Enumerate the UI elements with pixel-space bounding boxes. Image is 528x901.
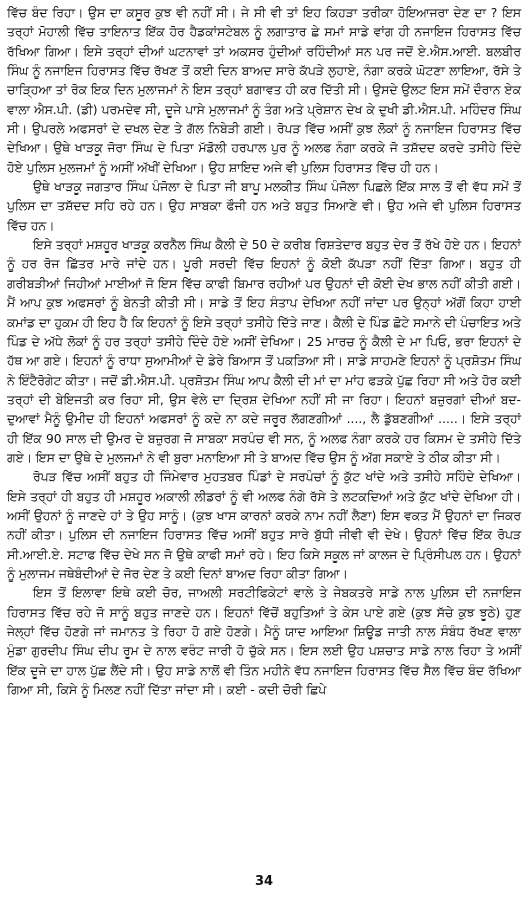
paragraph: ਉਥੇ ਖਾੜਕੂ ਜਗਤਾਰ ਸਿੰਘ ਪੰਜੋਲਾ ਦੇ ਪਿਤਾ ਜੀ ਬਾਪੂ ਮਲਕੀਤ ਸਿੰਘ ਪੰਜੋਲਾ ਪਿਛਲੇ ਇੱਕ ਸਾਲ ਤੋਂ ਵੀ ਵੱਧ ਸਮੇਂ ਤੋਂ ਪੁਲਿਸ ਦਾ ਤਸ਼ੱਦਦ ਸਹਿ ਰਹੇ ਹਨ। ਉਹ ਸਾਬਕਾ ਫੌਜੀ ਹਨ ਅਤੇ ਬਹੁਤ ਸਿਆਣੇ ਵੀ। ਉਹ ਅਜੇ ਵੀ ਪੁਲਿਸ ਹਿਰਾਸਤ ਵਿੱਚ ਹਨ। (7, 180, 521, 233)
page-body-text (7, 4, 521, 700)
paragraph: ਵਿੱਚ ਬੰਦ ਰਿਹਾ। ਉਸ ਦਾ ਕਸੂਰ ਕੁਝ ਵੀ ਨਹੀਂ ਸੀ। ਜੇ ਸੀ ਵੀ ਤਾਂ ਇਹ ਕਿਹੜਾ ਤਰੀਕਾ ਹੋਇਆਜਰਾ ਦੇਣ ਦਾ ? ਇਸ ਤਰ੍ਹਾਂ ਮੋਹਾਲੀ ਵਿੱਚ ਤਾਇਨਾਤ ਇੱਕ ਹੋਰ ਹੈਡਕਾਂਸਟੇਬਲ ਨੂੰ ਲਗਾਤਾਰ ਛੇ ਸਮਾਂ ਸਾਡੇ ਵਾਂਗ ਹੀ ਨਜਾਇਜ ਹਿਰਾਸਤ ਵਿੱਚ ਰੱਖਿਆ ਗਿਆ। ਇਸੇ ਤਰ੍ਹਾਂ ਦੀਆਂ ਘਟਨਾਵਾਂ ਤਾਂ ਅਕਸਰ ਹੁੰਦੀਆਂ ਰਹਿੰਦੀਆਂ ਸਨ ਪਰ ਜਦੋਂ ਏ.ਐਸ.ਆਈ. ਬਲਬੀਰ ਸਿੰਘ ਨੂੰ ਨਜਾਇਜ ਹਿਰਾਸਤ ਵਿੱਚ ਰੱਖਣ ਤੋਂ ਕਈ ਦਿਨ ਬਾਅਦ ਸਾਰੇ ਕੱਪੜੇ ਲੁਹਾਏ, ਨੰਗਾ ਕਰਕੇ ਘੋਟਣਾ ਲਾਇਆ, ਰੱਸੇ ਤੇ ਚਾੜ੍ਹਿਆ ਤਾਂ ਰੋਕ ਇਕ ਦਿਨ ਮੁਲਾਜਮਾਂ ਨੇ ਇਸ ਤਰ੍ਹਾਂ ਬਗਾਵਤ ਹੀ ਕਰ ਦਿੱਤੀ ਸੀ। ਉਸਦੇ ਉਲਟ ਇਸ ਸਮੇਂ ਦੌਰਾਨ ਏਕ ਵਾਲਾ ਐਸ.ਪੀ. (ਡੀ) ਪਰਮਦੇਵ ਸੀ, ਦੂਜੇ ਪਾਸੇ ਮੁਲਾਜਮਾਂ ਨੂੰ ਤੰਗ ਅਤੇ ਪ੍ਰੇਸ਼ਾਨ ਦੇਖ ਕੇ ਦੁਖੀ ਡੀ.ਐਸ.ਪੀ. ਮਹਿੰਦਰ ਸਿੰਘ ਸੀ। ਉਪਰਲੇ ਅਫਸਰਾਂ ਦੇ ਦਖਲ ਦੇਣ ਤੇ ਗੱਲ ਨਿਬੇੜੀ ਗਈ। ਰੋਪੜ ਵਿੱਚ ਅਸੀਂ ਕੁਝ ਲੋਕਾਂ ਨੂੰ ਨਜਾਇਜ ਹਿਰਾਸਤ ਵਿੱਚ ਦੇਖਿਆ। ਉਥੇ ਖਾੜਕੂ ਜੋਰਾ ਸਿੰਘ ਦੇ ਪਿਤਾ ਮੱਡੋਲੀ ਹਰਪਾਲ ਪੁਰ ਨੂੰ ਅਲਫ ਨੰਗਾ ਕਰਕੇ ਜੋ ਤਸ਼ੱਦਦ ਕਰਦੇ ਤਸੀਹੇ ਦਿੰਦੇ ਹੋਏ ਪੁਲਿਸ ਮੁਲਜਮਾਂ ਨੂੰ ਅਸੀਂ ਅੱਖੀਂ ਦੇਖਿਆ। ਉਹ ਸ਼ਾਇਦ ਅਜੇ ਵੀ ਪੁਲਿਸ ਹਿਰਾਸਤ ਵਿੱਚ ਹੀ ਹਨ। (7, 6, 521, 175)
page-number: 34 (254, 874, 274, 889)
paragraph: ਇਸੇ ਤਰ੍ਹਾਂ ਮਸ਼ਹੂਰ ਖਾੜਕੂ ਕਰਨੈਲ ਸਿੰਘ ਕੈਲੀ ਦੇ 50 ਦੇ ਕਰੀਬ ਰਿਸ਼ਤੇਦਾਰ ਬਹੁਤ ਦੇਰ ਤੋਂ ਰੱਖੇ ਹੋਏ ਹਨ। ਇਹਨਾਂ ਨੂੰ ਹਰ ਰੋਜ ਛਿੱਤਰ ਮਾਰੇ ਜਾਂਦੇ ਹਨ। ਪੂਰੀ ਸਰਦੀ ਵਿੱਚ ਇਹਨਾਂ ਨੂੰ ਕੋਈ ਕੱਪੜਾ ਨਹੀਂ ਦਿੱਤਾ ਗਿਆ। ਬਹੁਤ ਹੀ ਗਰੀਬੜੀਆਂ ਜਿਹੀਆਂ ਮਾਈਆਂ ਜੋ ਇਸ ਵਿੱਚ ਕਾਫੀ ਬਿਮਾਰ ਰਹੀਆਂ ਪਰ ਉਹਨਾਂ ਦੀ ਕੋਈ ਦੇਖ ਭਾਲ ਨਹੀਂ ਕੀਤੀ ਗਈ। ਮੈਂ ਆਪ ਕੁਝ ਅਫਸਰਾਂ ਨੂੰ ਬੇਨਤੀ ਕੀਤੀ ਸੀ। ਸਾਡੇ ਤੋਂ ਇਹ ਸੰਤਾਪ ਦੇਖਿਆ ਨਹੀਂ ਜਾਂਦਾ ਪਰ ਉਨ੍ਹਾਂ ਅੱਗੋਂ ਕਿਹਾ ਹਾਈ ਕਮਾਂਡ ਦਾ ਹੁਕਮ ਹੀ ਇਹ ਹੈ ਕਿ ਇਹਨਾਂ ਨੂੰ ਇਸੇ ਤਰ੍ਹਾਂ ਤਸੀਹੇ ਦਿੱਤੇ ਜਾਣ। ਕੈਲੀ ਦੇ ਪਿੰਡ ਛੋਟੇ ਸਮਾਨੇ ਦੀ ਪੰਚਾਇਤ ਅਤੇ ਪਿੰਡ ਦੇ ਅੱਧੇ ਲੋਕਾਂ ਨੂੰ ਹਰ ਤਰ੍ਹਾਂ ਤਸੀਹੇ ਦਿੰਦੇ ਹੋਏ ਅਸੀਂ ਦੇਖਿਆ। 25 ਮਾਰਚ ਨੂੰ ਕੈਲੀ ਦੇ ਮਾ ਪਿਓ, ਭਰਾ ਇਹਨਾਂ ਦੇ ਹੱਥ ਆ ਗਏ। ਇਹਨਾਂ ਨੂੰ ਰਾਧਾ ਸੁਆਮੀਆਂ ਦੇ ਡੇਰੇ ਬਿਆਸ ਤੋਂ ਪਕੜਿਆ ਸੀ। ਸਾਡੇ ਸਾਹਮਣੇ ਇਹਨਾਂ ਨੂੰ ਪ੍ਰਸ਼ੋਤਮ ਸਿੰਘ ਨੇ ਇੰਟੈਰੋਗੇਟ ਕੀਤਾ। ਜਦੋਂ ਡੀ.ਐਸ.ਪੀ. ਪ੍ਰਸ਼ੋਤਮ ਸਿੰਘ ਆਪ ਕੈਲੀ ਦੀ ਮਾਂ ਦਾ ਮਾਂਹ ਫੜਕੇ ਪੁੱਛ ਰਿਹਾ ਸੀ ਅਤੇ ਹੋਰ ਕਈ ਤਰ੍ਹਾਂ ਦੀ ਬੇਇਜਤੀ ਕਰ ਰਿਹਾ ਸੀ, ਉਸ ਵੇਲੇ ਦਾ ਦ੍ਰਿਸ਼ ਦੇਖਿਆ ਨਹੀਂ ਸੀ ਜਾ ਰਿਹਾ। ਇਹਨਾਂ ਬਜ਼ੁਰਗਾਂ ਦੀਆਂ ਬਦ-ਦੁਆਵਾਂ ਮੈਨੂੰ ਉਮੀਦ ਹੀ ਇਹਨਾਂ ਅਫਸਰਾਂ ਨੂੰ ਕਦੇ ਨਾ ਕਦੇ ਜਰੂਰ ਲੱਗਣਗੀਆਂ ...., ਲੈ ਡੁੱਬਣਗੀਆਂ .....। ਇਸੇ ਤਰ੍ਹਾਂ ਹੀ ਇੱਕ 90 ਸਾਲ ਦੀ ਉਮਰ ਦੇ ਬਜ਼ੁਰਗ ਜੋ ਸਾਬਕਾ ਸਰਪੰਚ ਵੀ ਸਨ, ਨੂੰ ਅਲਫ ਨੰਗਾ ਕਰਕੇ ਹਰ ਕਿਸਮ ਦੇ ਤਸੀਹੇ ਦਿੱਤੇ ਗਏ। ਇਸ ਦਾ ਉਥੇ ਦੇ ਮੁਲਜਮਾਂ ਨੇ ਵੀ ਬੁਰਾ ਮਨਾਇਆ ਸੀ ਤੇ ਬਾਅਦ ਵਿੱਚ ਉਸ ਨੂੰ ਅੱਗ ਸਕਾਏ ਤੇ ਠੀਕ ਕੀਤਾ ਸੀ। (7, 238, 521, 465)
paragraph: ਰੋਪੜ ਵਿੱਚ ਅਸੀਂ ਬਹੁਤ ਹੀ ਜਿੰਮੇਵਾਰ ਮੁਹਤਬਰ ਪਿੰਡਾਂ ਦੇ ਸਰਪੰਚਾਂ ਨੂੰ ਕੁੱਟ ਖਾਂਦੇ ਅਤੇ ਤਸੀਹੇ ਸਹਿੰਦੇ ਦੇਖਿਆ। ਇਸੇ ਤਰ੍ਹਾਂ ਹੀ ਬਹੁਤ ਹੀ ਮਸ਼ਹੂਰ ਅਕਾਲੀ ਲੀਡਰਾਂ ਨੂੰ ਵੀ ਅਲਫ ਨੰਗੇ ਰੱਸੇ ਤੇ ਲਟਕਦਿਆਂ ਅਤੇ ਕੁੱਟ ਖਾਂਦੇ ਦੇਖਿਆ ਹੀ। ਅਸੀਂ ਉਹਨਾਂ ਨੂੰ ਜਾਣਦੇ ਹਾਂ ਤੇ ਉਹ ਸਾਨੂੰ। (ਕੁਝ ਖਾਸ ਕਾਰਨਾਂ ਕਰਕੇ ਨਾਮ ਨਹੀਂ ਲੈਣਾ) ਇਸ ਵਕਤ ਮੈਂ ਉਹਨਾਂ ਦਾ ਜਿਕਰ ਨਹੀਂ ਕੀਤਾ। ਪੁਲਿਸ ਦੀ ਨਜਾਇਜ ਹਿਰਾਸਤ ਵਿੱਚ ਅਸੀਂ ਬਹੁਤ ਸਾਰੇ ਬੁੱਧੀ ਜੀਵੀ ਵੀ ਦੇਖੇ। ਉਹਨਾਂ ਵਿੱਚ ਇੱਕ ਰੋਪੜ ਸੀ.ਆਈ.ਏ. ਸਟਾਫ ਵਿੱਚ ਦੇਖੇ ਸਨ ਜੋ ਉਥੇ ਕਾਫੀ ਸਮਾਂ ਰਹੇ। ਇਹ ਕਿਸੇ ਸਕੂਲ ਜਾਂ ਕਾਲਜ ਦੇ ਪ੍ਰਿੰਸੀਪਲ ਹਨ। ਉਹਨਾਂ ਨੂੰ ਮੁਲਾਜਮ ਜਥੇਬੰਦੀਆਂ ਦੇ ਜੋਰ ਦੇਣ ਤੇ ਕਈ ਦਿਨਾਂ ਬਾਅਦ ਰਿਹਾ ਕੀਤਾ ਗਿਆ। (7, 470, 521, 581)
paragraph: ਇਸ ਤੋਂ ਇਲਾਵਾ ਇਥੇ ਕਈ ਚੋਰ, ਜਾਅਲੀ ਸਰਟੀਫਿਕੇਟਾਂ ਵਾਲੇ ਤੇ ਜੇਬਕਤਰੇ ਸਾਡੇ ਨਾਲ ਪੁਲਿਸ ਦੀ ਨਜਾਇਜ ਹਿਰਾਸਤ ਵਿੱਚ ਰਹੇ ਜੋ ਸਾਨੂੰ ਬਹੁਤ ਜਾਣਦੇ ਹਨ। ਇਹਨਾਂ ਵਿੱਚੋਂ ਬਹੁਤਿਆਂ ਤੇ ਕੇਸ ਪਾਏ ਗਏ (ਕੁਝ ਸੱਚੇ ਕੁਝ ਝੂਠੇ) ਹੁਣ ਜੇਲ੍ਹਾਂ ਵਿੱਚ ਹੋਣਗੇ ਜਾਂ ਜਮਾਨਤ ਤੇ ਰਿਹਾ ਹੋ ਗਏ ਹੋਣਗੇ। ਮੈਨੂੰ ਯਾਦ ਆਇਆ ਸ਼ਿਊਡ ਜਾਤੀ ਨਾਲ ਸੰਬੰਧ ਰੱਖਣ ਵਾਲਾ ਮੁੰਡਾ ਗੁਰਦੀਪ ਸਿੰਘ ਦੀਪ ਰੂਮ ਦੇ ਨਾਲ ਵਰੰਟ ਜਾਰੀ ਹੋ ਚੁੱਕੇ ਸਨ। ਇਸ ਲਈ ਉਹ ਪਸ਼ਚਾਤ ਸਾਡੇ ਨਾਲ ਰਿਹਾ ਤੇ ਅਸੀਂ ਇੱਕ ਦੂਜੇ ਦਾ ਹਾਲ ਪੁੱਛ ਲੈਂਦੇ ਸੀ। ਉਹ ਸਾਡੇ ਨਾਲੋਂ ਵੀ ਤਿੰਨ ਮਹੀਨੇ ਵੱਧ ਨਜਾਇਜ ਹਿਰਾਸਤ ਵਿੱਚ ਸੈਲ ਵਿੱਚ ਬੰਦ ਰੱਖਿਆ ਗਿਆ ਸੀ, ਕਿਸੇ ਨੂੰ ਮਿਲਣ ਨਹੀਂ ਦਿੱਤਾ ਜਾਂਦਾ ਸੀ। ਕਈ - ਕਦੀ ਚੋਰੀ ਛਿਪੇ (7, 586, 521, 698)
